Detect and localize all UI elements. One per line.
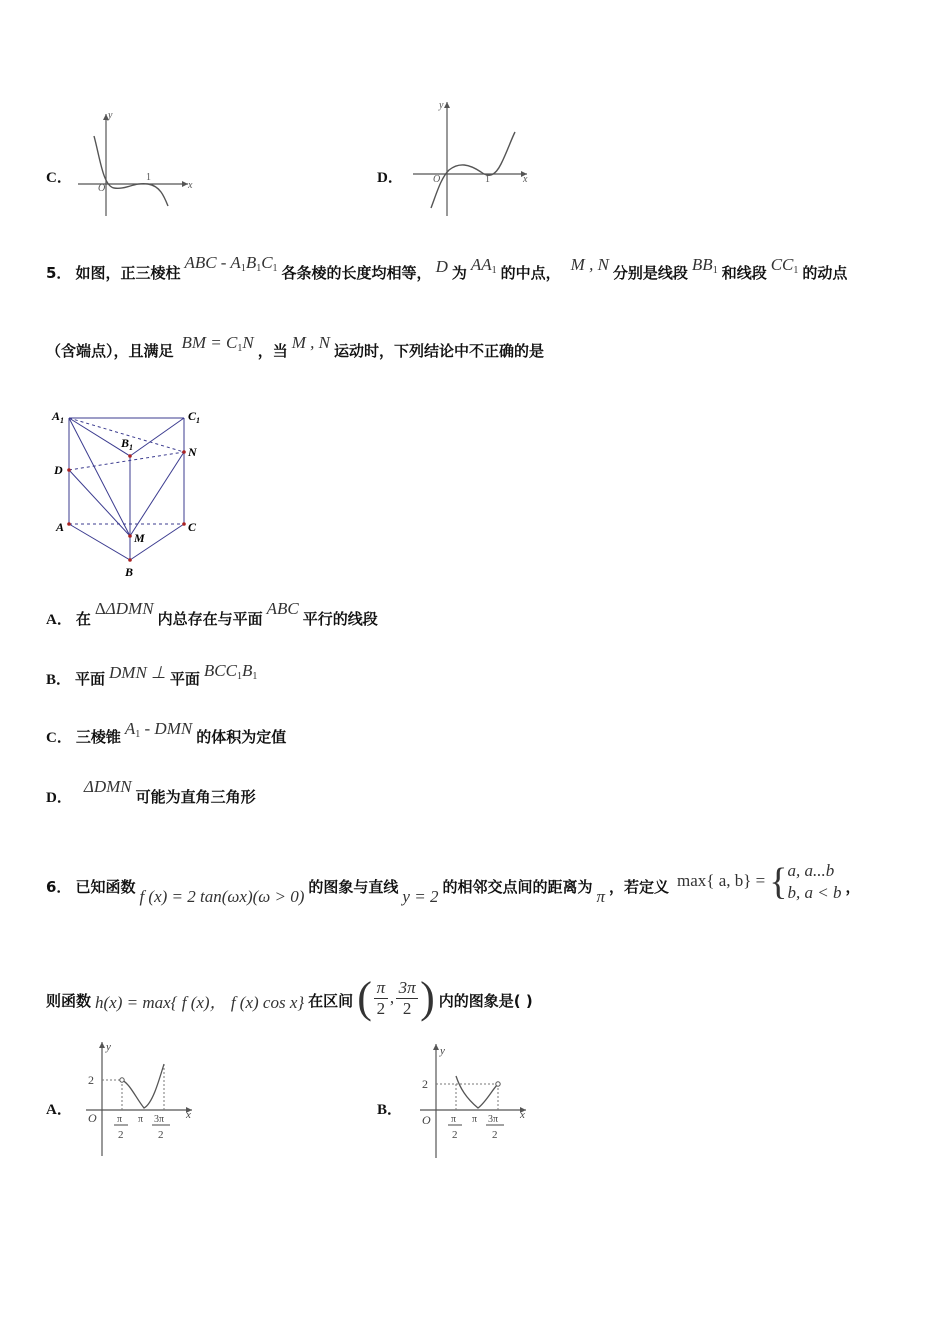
q5-option-c: C． 三棱锥 $A_1$ - DMN 的体积为定值 [46, 719, 287, 746]
svg-text:3π: 3π [154, 1114, 165, 1125]
svg-text:O: O [88, 1111, 97, 1125]
svg-text:π: π [138, 1114, 144, 1125]
label-N: N [188, 445, 197, 459]
label-D: D [54, 463, 63, 477]
c-axis-y: y [108, 110, 113, 121]
svg-text:x: x [186, 1109, 191, 1121]
svg-text:2: 2 [88, 1073, 94, 1087]
c-tick-1: 1 [146, 172, 151, 183]
q6-graph-a [78, 1038, 198, 1162]
svg-text:2: 2 [492, 1129, 498, 1141]
svg-text:π: π [472, 1114, 478, 1125]
option-c-graph [70, 108, 200, 218]
d-tick-1: 1 [485, 174, 490, 185]
c-axis-x: x [188, 180, 193, 191]
q6-graph-b-label: B． [377, 1102, 403, 1118]
d-axis-x: x [523, 174, 528, 185]
label-A: A [56, 520, 65, 534]
option-d-graph [405, 96, 535, 220]
label-B: B [125, 565, 134, 579]
q5-stem-line1: 5． 如图，正三棱柱 ABC - $A_1B_1C_1$ 各条棱的长度均相等， D 为 $AA_1$ 的中点， M , N 分别是线段 $BB_1$ 和线段 $CC_1$ 的动点 [46, 253, 848, 282]
svg-text:π: π [117, 1114, 123, 1125]
label-M: M [134, 531, 145, 545]
option-c-label: C． [46, 170, 72, 186]
q5-prism: ABC - $A_1B_1C_1$ [184, 253, 278, 274]
interval: ( π 2 , 3π 2 ) [357, 973, 435, 1022]
svg-text:2: 2 [118, 1129, 124, 1141]
label-C: C [188, 520, 197, 534]
c-origin: O [98, 183, 106, 194]
q6-graph-b [412, 1040, 532, 1164]
q5-number: 5． [46, 264, 72, 282]
piecewise-def: { a, a...b b, a < b [769, 861, 842, 903]
svg-text:3π: 3π [488, 1114, 499, 1125]
label-B1: $B_1$ [121, 436, 134, 452]
svg-text:2: 2 [158, 1129, 164, 1141]
q5-option-d: D． ΔDMN 可能为直角三角形 [46, 777, 256, 806]
svg-text:O: O [422, 1113, 431, 1127]
svg-text:y: y [440, 1045, 445, 1057]
svg-text:π: π [451, 1114, 457, 1125]
svg-text:2: 2 [422, 1077, 428, 1091]
q6-stem-line1: 6． 已知函数 f (x) = 2 tan(ωx)(ω > 0) 的图象与直线 y = 2 的相邻交点间的距离为 π ，若定义 max{ a, b} = { a, a...b b, a < b ， [46, 861, 861, 906]
svg-text:x: x [520, 1109, 525, 1121]
svg-text:2: 2 [452, 1129, 458, 1141]
q6-graph-a-label: A． [46, 1102, 72, 1118]
q5-stem-line2: （含端点），且满足 BM = $C_1N$ ，当 M , N 运动时，下列结论中不正确的是 [46, 333, 544, 360]
label-C1: $C_1$ [188, 409, 201, 425]
d-axis-y: y [439, 100, 444, 111]
svg-text:y: y [106, 1041, 111, 1053]
q6-stem-line2: 则函数 h(x) = max{ f (x)， f (x) cos x} 在区间 ( π 2 , 3π 2 ) 内的图象是( ) [46, 973, 533, 1022]
d-origin: O [433, 174, 441, 185]
q5-option-b: B． 平面 DMN ⊥ 平面 $BCC_1B_1$ [46, 661, 258, 688]
q5-option-a: A． 在 ΔΔDMN 内总存在与平面 ABC 平行的线段 [46, 599, 378, 628]
label-A1: $A_1$ [52, 409, 65, 425]
prism-figure [44, 400, 224, 585]
option-d-label: D． [377, 170, 403, 186]
